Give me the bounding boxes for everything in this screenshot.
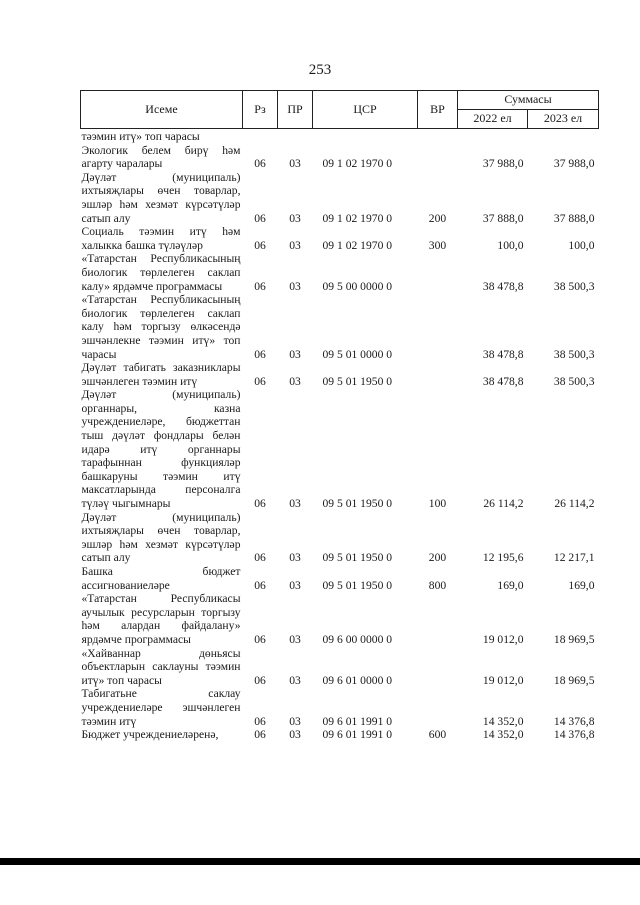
cell-pr	[278, 129, 313, 144]
cell-rz: 06	[254, 632, 266, 646]
cell-csr: 09 6 00 0000 0	[322, 632, 393, 646]
cell-pr: 03	[289, 347, 301, 361]
table-row	[81, 293, 599, 361]
header-name: Исеме	[81, 91, 243, 129]
cell-rz: 06	[254, 374, 266, 388]
cell-pr: 03	[289, 551, 301, 565]
header-vr: ВР	[418, 91, 458, 129]
table-row	[81, 592, 599, 646]
cell-vr	[418, 129, 458, 144]
cell-name: Башка бюджет ассигнованиеләре	[81, 565, 241, 592]
cell-rz: 06	[254, 157, 266, 171]
cell-pr: 03	[289, 632, 301, 646]
cell-csr: 09 5 01 1950 0	[322, 578, 393, 592]
cell-csr	[313, 129, 418, 144]
cell-csr: 09 5 01 1950 0	[322, 497, 393, 511]
cell-s2: 100,0	[568, 238, 595, 252]
cell-vr	[418, 144, 458, 171]
cell-s1: 12 195,6	[482, 551, 524, 565]
cell-csr: 09 6 01 1991 0	[322, 714, 393, 728]
cell-s1: 169,0	[497, 578, 524, 592]
cell-csr: 09 5 01 0000 0	[322, 347, 393, 361]
cell-pr: 03	[289, 497, 301, 511]
table-row	[81, 687, 599, 728]
cell-s2	[528, 129, 599, 144]
cell-vr	[418, 592, 458, 646]
cell-rz: 06	[254, 347, 266, 361]
cell-pr: 03	[289, 714, 301, 728]
cell-s2: 37 888,0	[553, 211, 595, 225]
cell-rz	[243, 129, 278, 144]
cell-s2: 37 988,0	[553, 157, 595, 171]
cell-vr	[418, 293, 458, 361]
cell-s2: 18 969,5	[553, 632, 595, 646]
cell-csr: 09 1 02 1970 0	[322, 211, 393, 225]
cell-pr: 03	[289, 238, 301, 252]
cell-s1: 37 888,0	[482, 211, 524, 225]
cell-name: «Татарстан Республикасының биологик төрлелеген саклап калу» ярдәмче программасы	[81, 252, 241, 293]
cell-s2: 18 969,5	[553, 673, 595, 687]
cell-vr	[418, 687, 458, 728]
table-body	[81, 129, 599, 742]
cell-csr: 09 1 02 1970 0	[322, 157, 393, 171]
page-number: 253	[308, 62, 332, 78]
cell-name: Дәүләт (муниципаль) органнары, казна учреждениеләре, бюджеттан тыш дәүләт фондлары белән идарә итү органнары тарафыннан функцияләр башкаруны тәэмин итү максатларында персоналга түләү чыгымнары	[81, 388, 241, 511]
table-row	[81, 728, 599, 742]
cell-s2: 26 114,2	[554, 497, 595, 511]
table-row	[81, 511, 599, 565]
cell-rz: 06	[254, 714, 266, 728]
cell-csr: 09 5 01 1950 0	[322, 374, 393, 388]
cell-rz: 06	[254, 673, 266, 687]
table-row	[81, 171, 599, 225]
table-row	[81, 225, 599, 252]
header-rz: Рз	[243, 91, 278, 129]
table-row	[81, 252, 599, 293]
cell-name: Бюджет учреждениеләренә,	[81, 728, 219, 742]
cell-rz: 06	[254, 279, 266, 293]
cell-s1: 100,0	[497, 238, 524, 252]
cell-rz: 06	[254, 728, 266, 742]
cell-name: Социаль тәэмин итү һәм халыкка башка түләүләр	[81, 225, 241, 252]
table-header	[81, 91, 599, 129]
cell-rz: 06	[254, 211, 266, 225]
cell-s1: 38 478,8	[482, 374, 524, 388]
cell-pr: 03	[289, 578, 301, 592]
cell-s2: 38 500,3	[553, 279, 595, 293]
cell-pr: 03	[289, 374, 301, 388]
cell-s1: 14 352,0	[482, 714, 524, 728]
header-csr: ЦСР	[313, 91, 418, 129]
cell-s1: 19 012,0	[482, 673, 524, 687]
cell-pr: 03	[289, 157, 301, 171]
cell-csr: 09 6 01 1991 0	[322, 728, 393, 742]
cell-vr: 600	[428, 728, 447, 742]
budget-table	[80, 90, 599, 742]
cell-s1: 26 114,2	[483, 497, 524, 511]
table-row	[81, 129, 599, 144]
header-year-2022: 2022 ел	[458, 110, 528, 129]
cell-s2: 38 500,3	[553, 347, 595, 361]
cell-vr: 200	[428, 211, 447, 225]
cell-s2: 14 376,8	[553, 728, 595, 742]
cell-rz: 06	[254, 578, 266, 592]
cell-csr: 09 6 01 0000 0	[322, 673, 393, 687]
cell-s1: 19 012,0	[482, 632, 524, 646]
cell-name: Табигатьне саклау учреждениеләре эшчәнлеген тәэмин итү	[81, 687, 241, 728]
cell-vr	[418, 361, 458, 388]
cell-vr	[418, 252, 458, 293]
cell-s2: 38 500,3	[553, 374, 595, 388]
cell-s2: 169,0	[568, 578, 595, 592]
cell-s1: 38 478,8	[482, 279, 524, 293]
cell-vr: 300	[428, 238, 447, 252]
cell-s1: 37 988,0	[482, 157, 524, 171]
cell-vr	[418, 647, 458, 688]
cell-rz: 06	[254, 238, 266, 252]
cell-name: Дәүләт (муниципаль) ихтыяҗлары өчен товарлар, эшләр һәм хезмәт күрсәтүләр сатып алу	[81, 170, 241, 225]
cell-name: тәэмин итү» топ чарасы	[81, 130, 200, 143]
table-row	[81, 647, 599, 688]
cell-csr: 09 1 02 1970 0	[322, 238, 393, 252]
cell-pr: 03	[289, 211, 301, 225]
cell-name: Экологик белем бирү һәм агарту чаралары	[81, 143, 241, 171]
cell-s1	[458, 129, 528, 144]
cell-vr: 100	[428, 497, 447, 511]
cell-name: «Хайваннар дөньясы объектларын саклауны тәэмин итү» топ чарасы	[81, 646, 241, 687]
cell-rz: 06	[254, 497, 266, 511]
table-row	[81, 144, 599, 171]
header-year-2023: 2023 ел	[528, 110, 599, 129]
cell-csr: 09 5 01 1950 0	[322, 551, 393, 565]
cell-name: «Татарстан Республикасының биологик төрлелеген саклап калу һәм торгызу өлкәсендә эшчәнлекне тәэмин итү» топ чарасы	[81, 293, 241, 361]
cell-csr: 09 5 00 0000 0	[322, 279, 393, 293]
cell-rz: 06	[254, 551, 266, 565]
table-row	[81, 388, 599, 510]
cell-vr: 200	[428, 551, 447, 565]
table-row	[81, 565, 599, 592]
cell-pr: 03	[289, 279, 301, 293]
cell-name: «Татарстан Республикасы аучылык ресурсларын торгызу һәм алардан файдалану» ярдәмче программасы	[81, 592, 241, 646]
cell-name: Дәүләт (муниципаль) ихтыяҗлары өчен товарлар, эшләр һәм хезмәт күрсәтүләр сатып алу	[81, 510, 241, 565]
cell-name: Дәүләт табигать заказниклары эшчәнлеген тәэмин итү	[81, 361, 241, 388]
cell-pr: 03	[289, 673, 301, 687]
cell-s1: 38 478,8	[482, 347, 524, 361]
cell-s1: 14 352,0	[482, 728, 524, 742]
cell-s2: 12 217,1	[553, 551, 595, 565]
bottom-border-bar	[0, 858, 640, 865]
cell-s2: 14 376,8	[553, 714, 595, 728]
table-row	[81, 361, 599, 388]
cell-vr: 800	[428, 578, 447, 592]
header-sum: Суммасы	[458, 91, 599, 110]
header-pr: ПР	[278, 91, 313, 129]
cell-pr: 03	[289, 728, 301, 742]
